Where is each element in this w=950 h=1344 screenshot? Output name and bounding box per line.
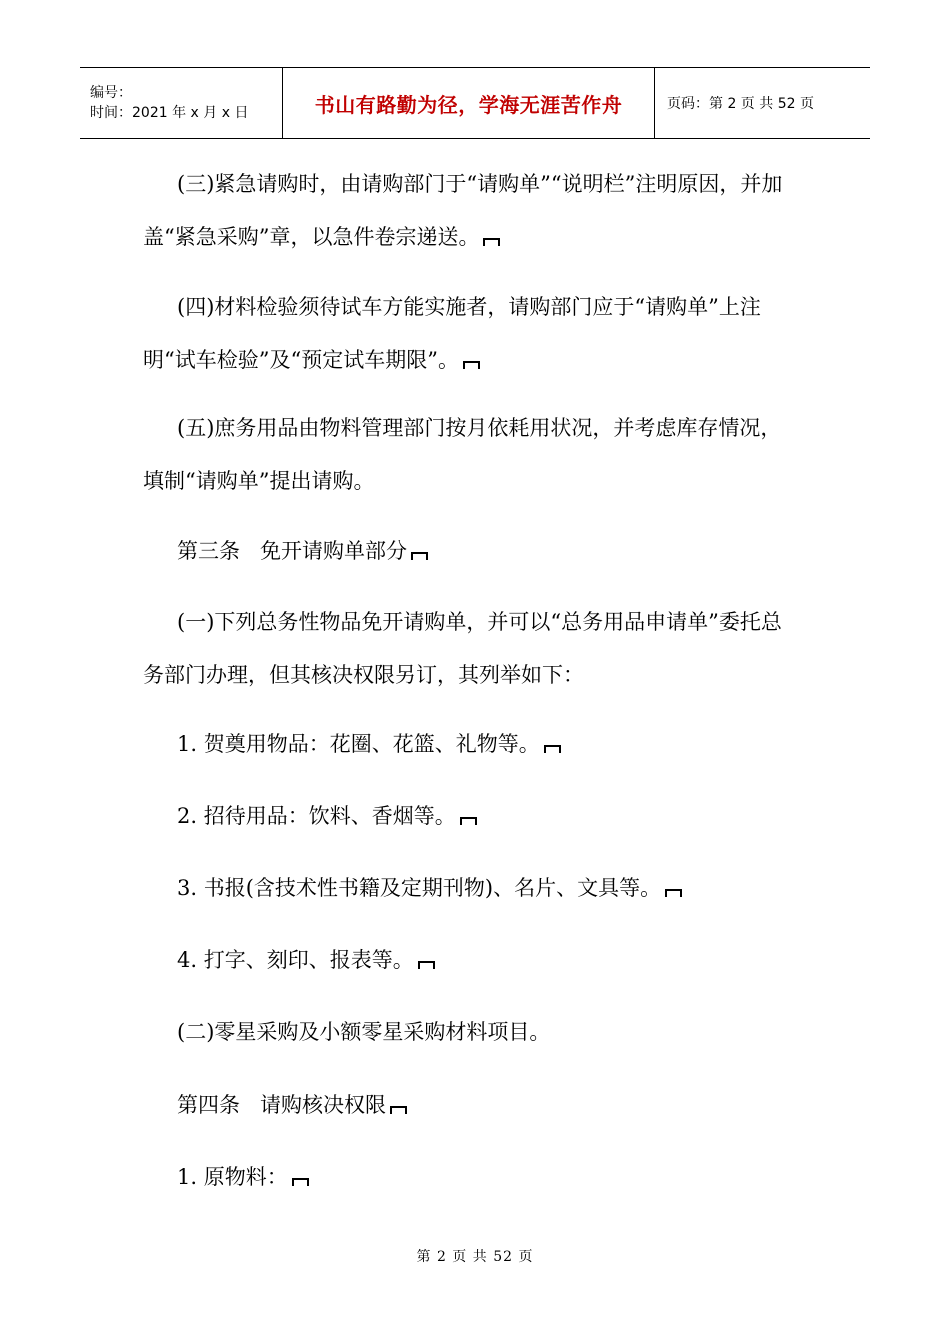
list-item-4 (177, 934, 832, 987)
article-heading-text: 第四条 请购核决权限 (177, 1093, 387, 1117)
list-item-text: 4. 打字、刻印、报表等。 (177, 948, 414, 972)
footer-page-number: 第 2 页 共 52 页 (416, 1249, 534, 1265)
document-date: 时间：2021 年 x 月 x 日 (90, 105, 249, 121)
list-item-text: 3. 书报(含技术性书籍及定期刊物)、名片、文具等。 (177, 876, 662, 900)
paragraph-mark-icon (460, 817, 477, 825)
header-meta (80, 68, 283, 138)
paragraph-text: (四)材料检验须待试车方能实施者，请购部门应于“请购单”上注明“试车检验”及“预定试车期限”。 (143, 295, 761, 372)
header-page-cell (655, 68, 870, 138)
paragraph-mark-icon (292, 1178, 309, 1186)
paragraph-mark-icon (665, 889, 682, 897)
page-footer (0, 1246, 950, 1266)
paragraph-text: (一)下列总务性物品免开请购单，并可以“总务用品申请单”委托总务部门办理，但其核决权限另订，其列举如下： (143, 610, 782, 687)
paragraph-mark-icon (390, 1106, 407, 1114)
article-heading-text: 第三条 免开请购单部分 (177, 539, 408, 563)
paragraph-text: (三)紧急请购时，由请购部门于“请购单”“说明栏”注明原因，并加盖“紧急采购”章，以急件卷宗递送。 (143, 172, 783, 249)
paragraph-4 (143, 281, 798, 387)
document-number-label: 编号： (90, 85, 132, 101)
paragraph-mark-icon (463, 361, 480, 369)
list-item-text: 1. 贺奠用物品：花圈、花篮、礼物等。 (177, 732, 540, 756)
paragraph-2 (177, 1006, 832, 1059)
page-header (80, 67, 870, 139)
list-item-raw-materials (177, 1151, 832, 1204)
header-motto-cell (283, 68, 655, 138)
paragraph-mark-icon (418, 961, 435, 969)
header-page-info: 页码：第 2 页 共 52 页 (667, 96, 814, 112)
paragraph-mark-icon (544, 745, 561, 753)
list-item-1 (177, 718, 832, 771)
paragraph-mark-icon (411, 552, 428, 560)
list-item-text: 1. 原物料： (177, 1165, 288, 1189)
paragraph-text: (五)庶务用品由物料管理部门按月依耗用状况，并考虑库存情况，填制“请购单”提出请购。 (143, 416, 782, 493)
article-3-heading (177, 525, 832, 578)
paragraph-text: (二)零星采购及小额零星采购材料项目。 (177, 1020, 551, 1044)
paragraph-5 (143, 402, 798, 508)
header-motto: 书山有路勤为径，学海无涯苦作舟 (314, 92, 623, 117)
article-4-heading (177, 1079, 832, 1132)
list-item-3 (177, 862, 832, 915)
paragraph-3 (143, 158, 798, 264)
paragraph-1 (143, 596, 798, 702)
list-item-2 (177, 790, 832, 843)
list-item-text: 2. 招待用品：饮料、香烟等。 (177, 804, 456, 828)
paragraph-mark-icon (483, 238, 500, 246)
